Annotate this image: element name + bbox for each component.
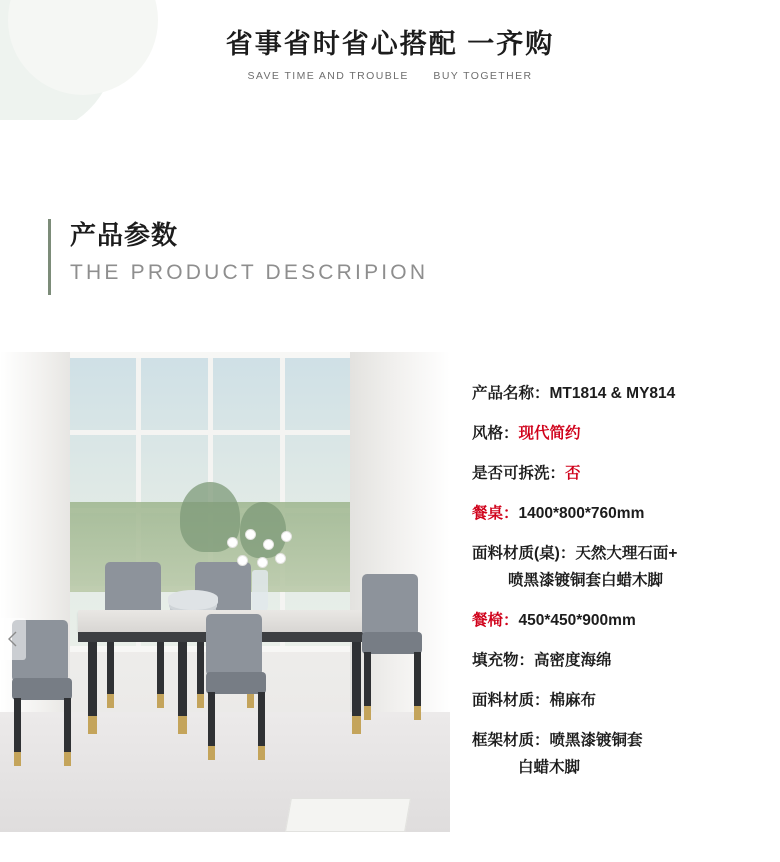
photo-plates (168, 590, 218, 610)
photo-curtain-left (0, 352, 70, 772)
spec-value: 否 (565, 465, 581, 482)
spec-row-table-material (472, 544, 772, 563)
spec-row-frame-material (472, 731, 772, 750)
header-banner (0, 0, 780, 120)
spec-label: 填充物： (472, 652, 535, 669)
section-title-cn: 产品参数 (70, 220, 179, 250)
spec-value: 450*450*900mm (518, 612, 636, 629)
banner-subtitle-right: BUY TOGETHER (433, 70, 533, 82)
spec-row-frame-material-cont (472, 758, 772, 777)
spec-value: 现代简约 (518, 425, 581, 442)
section-accent-bar (48, 219, 51, 295)
banner-title: 省事省时省心搭配 一齐购 (225, 29, 555, 59)
spec-row-filling (472, 651, 772, 670)
spec-row-table-material-cont (472, 571, 772, 590)
section-title-en: THE PRODUCT DESCRIPION (70, 261, 429, 284)
spec-row-style (472, 424, 772, 443)
banner-subtitle-left: SAVE TIME AND TROUBLE (247, 70, 409, 82)
spec-label: 是否可拆洗： (472, 465, 566, 482)
section-heading (48, 215, 648, 305)
product-detail-row (0, 352, 780, 862)
photo-table-leg-2 (178, 642, 187, 734)
spec-value: 天然大理石面+ (575, 545, 678, 562)
spec-label: 餐椅： (472, 612, 519, 629)
spec-label: 餐桌： (472, 505, 519, 522)
spec-row-fabric (472, 691, 772, 710)
banner-subtitle (0, 70, 780, 82)
photo-magazine (285, 798, 411, 832)
photo-vase (252, 570, 268, 612)
spec-value: 棉麻布 (549, 692, 597, 709)
spec-row-product-name (472, 384, 772, 403)
spec-label: 风格： (472, 425, 519, 442)
spec-value: 高密度海绵 (534, 652, 612, 669)
spec-value: 喷黑漆镀铜套 (549, 732, 643, 749)
spec-label: 产品名称： (472, 385, 550, 402)
prev-arrow-icon[interactable] (0, 618, 26, 660)
spec-value: MT1814 & MY814 (549, 385, 676, 402)
photo-table-leg-1 (88, 642, 97, 734)
spec-value: 1400*800*760mm (518, 505, 645, 522)
spec-value: 白蜡木脚 (518, 759, 581, 776)
spec-label: 面料材质： (472, 692, 550, 709)
spec-value: 喷黑漆镀铜套白蜡木脚 (508, 572, 664, 589)
product-spec-list (472, 384, 772, 798)
spec-row-chair-size (472, 611, 772, 630)
photo-table-leg-3 (352, 642, 361, 734)
spec-row-table-size (472, 504, 772, 523)
spec-label: 框架材质： (472, 732, 550, 749)
spec-row-washable (472, 464, 772, 483)
spec-label: 面料材质(桌)： (472, 545, 576, 562)
product-photo (0, 352, 450, 832)
